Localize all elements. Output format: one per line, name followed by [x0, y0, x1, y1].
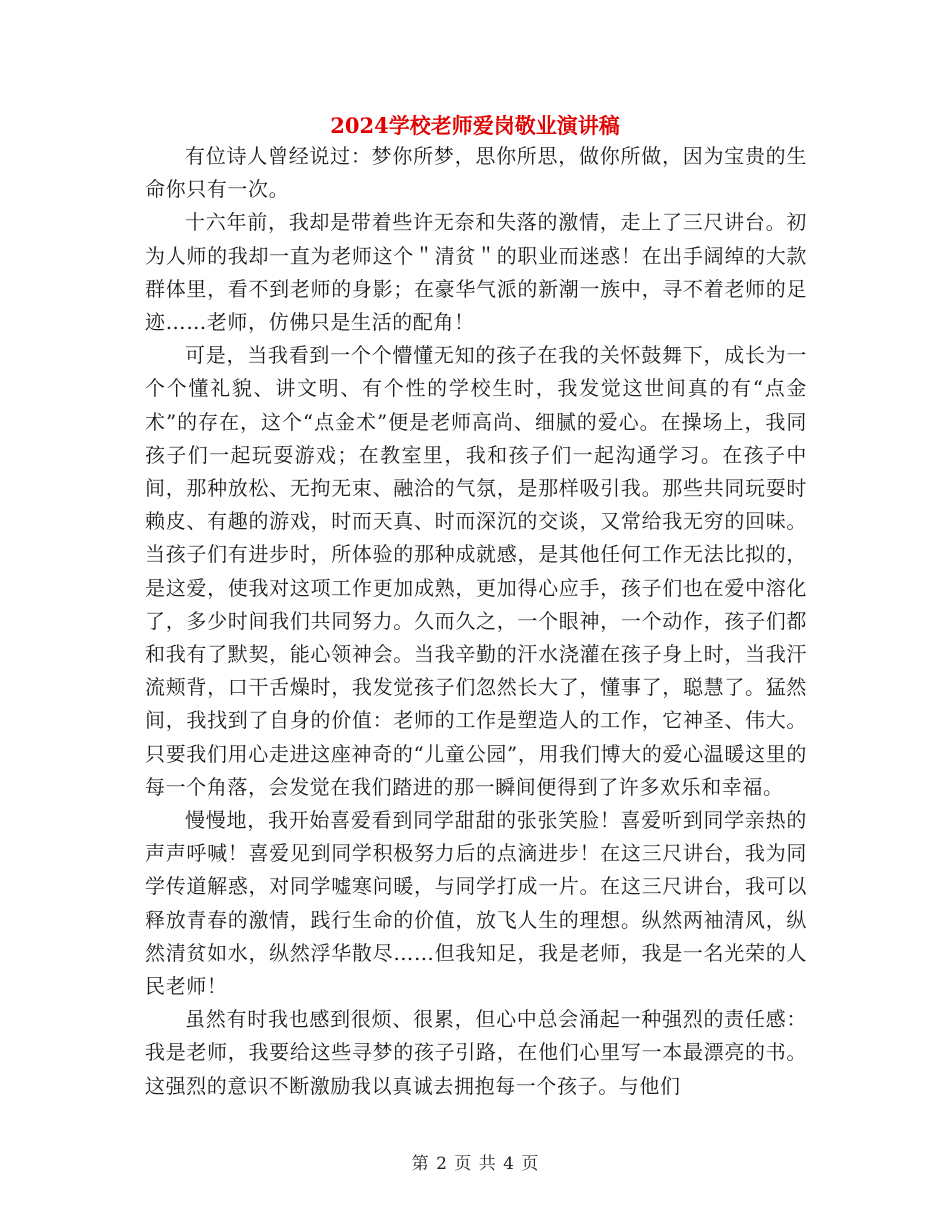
paragraph: 虽然有时我也感到很烦、很累，但心中总会涌起一种强烈的责任感：我是老师，我要给这些寻梦的孩子引路，在他们心里写一本最漂亮的书。这强烈的意识不断激励我以真诚去拥抱每一个孩子。与他们	[145, 1007, 807, 1098]
paragraph: 有位诗人曾经说过：梦你所梦，思你所思，做你所做，因为宝贵的生命你只有一次。	[145, 144, 807, 202]
paragraph: 慢慢地，我开始喜爱看到同学甜甜的张张笑脸！喜爱听到同学亲热的声声呼喊！喜爱见到同学积极努力后的点滴进步！在这三尺讲台，我为同学传道解惑，对同学嘘寒问暖，与同学打成一片。在这三尺讲台，我可以释放青春的激情，践行生命的价值，放飞人生的理想。纵然两袖清风，纵然清贫如水，纵然浮华散尽……但我知足，我是老师，我是一名光荣的人民老师！	[145, 808, 807, 999]
paragraph: 十六年前，我却是带着些许无奈和失落的激情，走上了三尺讲台。初为人师的我却一直为老师这个＂清贫＂的职业而迷惑！在出手阔绰的大款群体里，看不到老师的身影；在豪华气派的新潮一族中，寻不着老师的足迹……老师，仿佛只是生活的配角！	[145, 210, 807, 335]
paragraph: 可是，当我看到一个个懵懂无知的孩子在我的关怀鼓舞下，成长为一个个懂礼貌、讲文明、有个性的学校生时，我发觉这世间真的有“点金术”的存在，这个“点金术”便是老师高尚、细腻的爱心。在操场上，我同孩子们一起玩耍游戏；在教室里，我和孩子们一起沟通学习。在孩子中间，那种放松、无拘无束、融洽的气氛，是那样吸引我。那些共同玩耍时赖皮、有趣的游戏，时而天真、时而深沉的交谈，又常给我无穷的回味。当孩子们有进步时，所体验的那种成就感，是其他任何工作无法比拟的，是这爱，使我对这项工作更加成熟，更加得心应手，孩子们也在爱中溶化了，多少时间我们共同努力。久而久之，一个眼神，一个动作，孩子们都和我有了默契，能心领神会。当我辛勤的汗水浇灌在孩子身上时，当我汗流颊背，口干舌燥时，我发觉孩子们忽然长大了，懂事了，聪慧了。猛然间，我找到了自身的价值：老师的工作是塑造人的工作，它神圣、伟大。只要我们用心走进这座神奇的“儿童公园”，用我们博大的爱心温暖这里的每一个角落，会发觉在我们踏进的那一瞬间便得到了许多欢乐和幸福。	[145, 343, 807, 799]
page-number-footer: 第 2 页 共 4 页	[411, 1154, 539, 1174]
document-title: 2024学校老师爱岗敬业演讲稿	[330, 113, 620, 138]
document-body	[145, 140, 807, 1103]
